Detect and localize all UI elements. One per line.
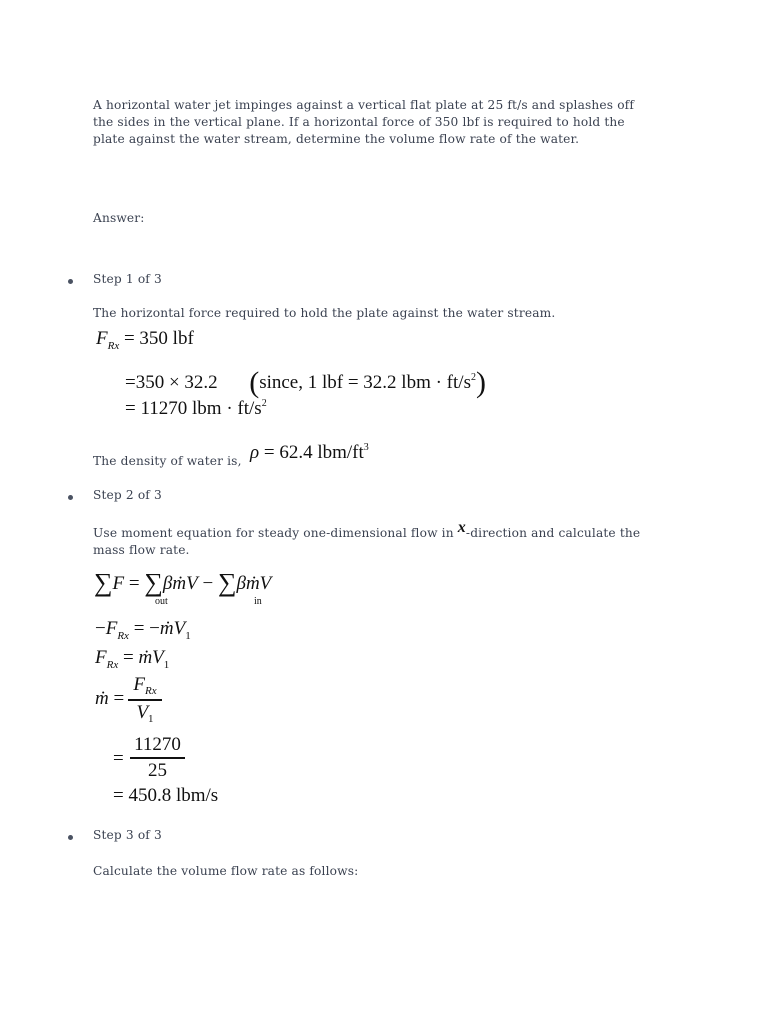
equation-momentum: ∑F = ∑βṁV − ∑βṁV out in [94,568,272,607]
equation-mdot-lhs: ṁ = [95,688,125,709]
equation-force: $F_{Rx} = 350$ lbf [96,328,194,352]
description-part: -direction and calculate the [465,526,641,540]
step-title: Step 2 of 3 [93,488,162,502]
step-description: Calculate the volume flow rate as follows: [93,864,359,878]
step-description: The horizontal force required to hold the plate against the water stream. [93,306,556,320]
equation-text: = 450.8 lbm/s [113,785,219,806]
equation-note: since, 1 lbf = 32.2 lbm · ft/s [259,372,471,393]
problem-line: plate against the water stream, determine the volume flow rate of the water. [93,132,580,146]
equation-text: = 62.4 lbm/ft [263,442,364,463]
problem-line: the sides in the vertical plane. If a horizontal force of 350 lbf is required to hold the [93,115,625,129]
equation-text: =350 × 32.2 [125,372,218,393]
equation-force-conversion: =350 × 32.2 (since, 1 lbf = 32.2 lbm · $ft/s^2$) [125,366,486,399]
description-part: Use moment equation for steady one-dimensional flow in [93,526,454,540]
bullet-icon [68,835,73,840]
answer-label: Answer: [93,211,145,225]
equation-text: = 11270 lbm · ft/s [125,398,262,419]
equation-mass-flow-result [113,785,218,807]
step-description: Use moment equation for steady one-dimensional flow in x-direction and calculate the [93,519,641,540]
fraction-numeric [130,734,185,782]
problem-line: A horizontal water jet impinges against a vertical flat plate at 25 ft/s and splashes off [93,98,635,112]
equation-momentum-x: $-F_{Rx}$ = −ṁV$_1$ [95,618,191,642]
fraction-numerator: 11270 [134,734,181,755]
bullet-icon [68,495,73,500]
step-description: mass flow rate. [93,543,190,557]
equation-density: ρ = 62.4 lbm/$ft^3$ [250,442,369,463]
bullet-icon [68,279,73,284]
equation-force-result: = 11270 lbm · $ft/s^2$ [125,398,267,419]
equation-force-massflow: $F_{Rx}$ = ṁV$_1$ [95,647,170,671]
equation-text: = 350 lbf [123,328,194,349]
step-title: Step 1 of 3 [93,272,162,286]
problem-statement [93,97,693,148]
density-text: The density of water is, [93,454,242,468]
equals-sign: = [113,748,124,769]
fraction-force-velocity: $F_{Rx}$ $V_1$ [128,674,162,726]
step-title: Step 3 of 3 [93,828,162,842]
fraction-denominator: 25 [148,759,167,781]
